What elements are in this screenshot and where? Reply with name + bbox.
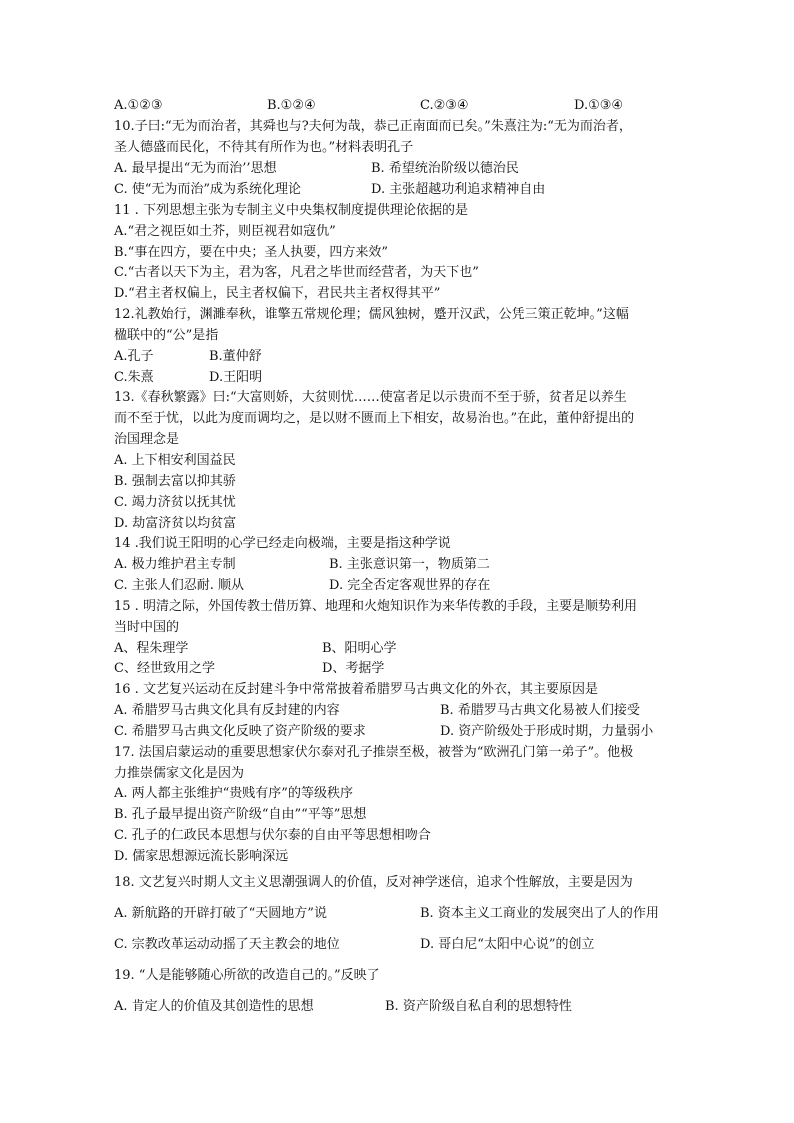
question-18-option-d: D. 哥白尼“太阳中心说”的创立 [420, 937, 595, 952]
question-15-option-a: A、程朱理学 [114, 641, 189, 656]
question-19-stem: 19. “人是能够随心所欲的改造自己的。”反映了 [114, 968, 380, 983]
question-14-option-d: D. 完全否定客观世界的存在 [329, 578, 491, 593]
question-17-option-a: A. 两人都主张维护“贵贱有序”的等级秩序 [114, 786, 353, 801]
option-c-prev: C.②③④ [420, 98, 469, 113]
question-10-option-a: A. 最早提出“无为而治’’思想 [114, 161, 277, 176]
question-13-stem-line1: 13.《春秋繁露》曰:“大富则娇，大贫则忧……使富者足以示贵而不至于骄，贫者足以养生 [114, 390, 627, 405]
question-12-option-a: A.孔子 [114, 349, 154, 364]
question-12-option-b: B.董仲舒 [209, 349, 262, 364]
question-19-option-a: A. 肯定人的价值及其创造性的思想 [114, 999, 314, 1014]
question-13-option-d: D. 劫富济贫以均贫富 [114, 516, 237, 531]
question-13-option-a: A. 上下相安利国益民 [114, 453, 236, 468]
question-15-option-d: D、考据学 [322, 661, 385, 676]
question-18-stem: 18. 文艺复兴时期人文主义思潮强调人的价值，反对神学迷信，追求个性解放，主要是因为 [114, 875, 633, 890]
question-17-stem-line1: 17. 法国启蒙运动的重要思想家伏尔泰对孔子推崇至极，被誉为“欧洲孔门第一弟子”。他极 [114, 745, 634, 760]
question-13-option-b: B. 强制去富以抑其骄 [114, 474, 236, 489]
question-16-option-a: A. 希腊罗马古典文化具有反封建的内容 [114, 703, 340, 718]
question-15-stem-line2: 当时中国的 [114, 620, 180, 635]
question-17-option-d: D. 儒家思想源远流长影响深远 [114, 849, 289, 864]
question-15-option-c: C、经世致用之学 [114, 661, 215, 676]
question-14-option-a: A. 极力维护君主专制 [114, 557, 236, 572]
question-12-stem-line1: 12.礼教始行，渊濉奉秋，谁擎五常规伦理；儒风独树，蹙开汉武，公凭三策正乾坤。”这幅 [114, 307, 629, 322]
question-16-option-d: D. 资产阶级处于形成时期，力量弱小 [440, 724, 654, 739]
question-11-option-b: B.“事在四方，要在中央；圣人执要，四方来效” [114, 245, 388, 260]
option-a-prev: A.①②③ [114, 98, 163, 113]
question-15-option-b: B、阳明心学 [322, 641, 397, 656]
question-12-option-d: D.王阳明 [209, 370, 263, 385]
question-15-stem-line1: 15 . 明清之际，外国传教士借历算、地理和火炮知识作为来华传教的手段，主要是顺势利用 [114, 599, 637, 614]
question-10-option-b: B. 希望统治阶级以德治民 [371, 161, 519, 176]
question-16-option-c: C. 希腊罗马古典文化反映了资产阶级的要求 [114, 724, 366, 739]
question-18-option-b: B. 资本主义工商业的发展突出了人的作用 [420, 906, 659, 921]
question-16-option-b: B. 希腊罗马古典文化易被人们接受 [440, 703, 640, 718]
question-14-option-c: C. 主张人们忍耐. 顺从 [114, 578, 245, 593]
question-17-option-b: B. 孔子最早提出资产阶级“自由”“平等”思想 [114, 807, 367, 822]
question-17-stem-line2: 力推崇儒家文化是因为 [114, 766, 245, 781]
question-11-stem: 11 . 下列思想主张为专制主义中央集权制度提供理论依据的是 [114, 203, 468, 218]
question-18-option-c: C. 宗教改革运动动摇了天主教会的地位 [114, 937, 340, 952]
question-16-stem: 16 . 文艺复兴运动在反封建斗争中常常披着希腊罗马古典文化的外衣，其主要原因是 [114, 682, 598, 697]
question-10-option-c: C. 使“无为而治”成为系统化理论 [114, 182, 302, 197]
question-10-stem-line2: 圣人德盛而民化，不待其有所作为也。”材料表明孔子 [114, 140, 414, 155]
question-18-option-a: A. 新航路的开辟打破了“天圆地方”说 [114, 906, 327, 921]
question-11-option-d: D.“君主者权偏上，民主者权偏下，君民共主者权得其平” [114, 286, 441, 301]
question-13-option-c: C. 竭力济贫以抚其忧 [114, 495, 236, 510]
question-12-option-c: C.朱熹 [114, 370, 154, 385]
question-14-option-b: B. 主张意识第一，物质第二 [329, 557, 490, 572]
question-11-option-c: C.“古者以天下为主，君为客，凡君之毕世而经营者，为天下也” [114, 265, 479, 280]
question-17-option-c: C. 孔子的仁政民本思想与伏尔泰的自由平等思想相吻合 [114, 828, 431, 843]
option-d-prev: D.①③④ [574, 98, 624, 113]
question-10-stem-line1: 10.子曰:“无为而治者，其舜也与?夫何为哉，恭己正南面而已矣。”朱熹注为:“无为而治者， [114, 119, 632, 134]
question-13-stem-line2: 而不至于忧，以此为度而调均之，是以财不匮而上下相安，故易治也。”在此，董仲舒提出的 [114, 411, 635, 426]
question-10-option-d: D. 主张超越功利追求精神自由 [371, 182, 546, 197]
question-13-stem-line3: 治国理念是 [114, 432, 180, 447]
question-14-stem: 14 .我们说王阳明的心学已经走向极端，主要是指这种学说 [114, 536, 451, 551]
question-12-stem-line2: 楹联中的“公”是指 [114, 328, 219, 343]
question-11-option-a: A.“君之视臣如土芥，则臣视君如寇仇” [114, 224, 336, 239]
option-b-prev: B.①②④ [267, 98, 316, 113]
question-19-option-b: B. 资产阶级自私自利的思想特性 [385, 999, 572, 1014]
